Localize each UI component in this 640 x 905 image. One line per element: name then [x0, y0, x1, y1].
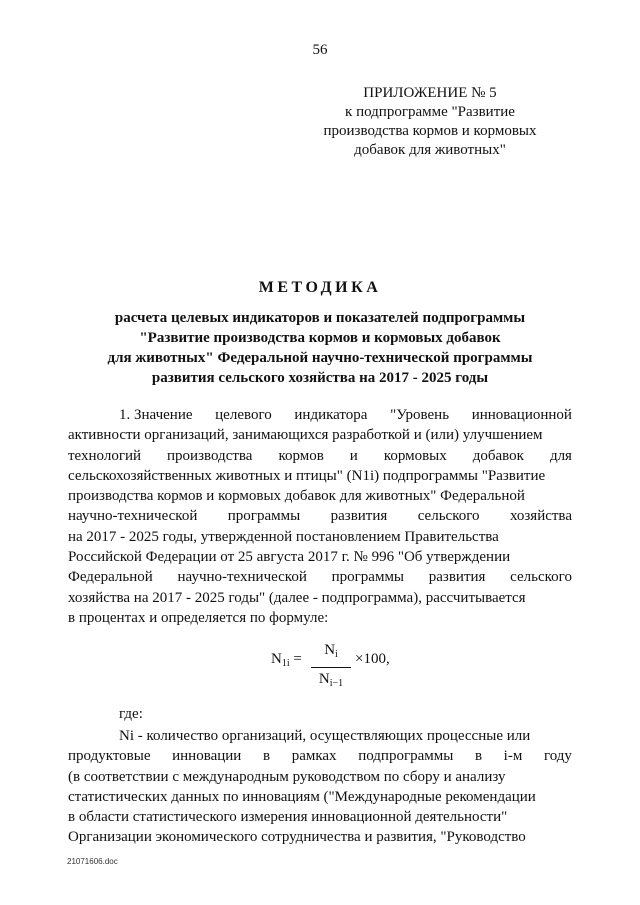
appendix-line: добавок для животных" — [354, 142, 506, 158]
word: развития — [330, 508, 388, 525]
word: производства — [167, 447, 253, 464]
word: Организации экономического сотрудничества и развития, "Руководство — [68, 829, 526, 846]
text-line — [68, 807, 572, 827]
word: i-м — [503, 748, 523, 765]
document-title: МЕТОДИКА — [258, 279, 382, 296]
text-line — [68, 746, 572, 766]
text-line — [68, 787, 572, 807]
appendix-header — [310, 84, 550, 160]
word: статистических данных по инновациям ("Международные рекомендации — [68, 788, 536, 805]
text-line — [68, 405, 572, 425]
text-line — [68, 506, 572, 526]
text-line — [68, 827, 572, 847]
word: целевого — [215, 407, 272, 423]
subtitle-line: "Развитие производства кормов и кормовых добавок — [139, 330, 501, 346]
text-line — [68, 425, 572, 445]
word: сельского — [510, 569, 572, 586]
word: программы — [331, 569, 405, 586]
text-line — [68, 527, 572, 547]
word: активности организаций, занимающихся разработкой и (или) улучшением — [68, 427, 543, 444]
word: индикатора — [294, 407, 368, 423]
word: в области статистического измерения инновационной деятельности" — [68, 809, 508, 826]
word: кормов — [278, 447, 324, 464]
word: в — [474, 748, 483, 765]
text-line — [68, 567, 572, 587]
formula-multiplier: ×100, — [355, 651, 390, 667]
formula-lhs: $N_{1i}$ = — [271, 651, 302, 669]
formula-denominator: $N_{i-1}$ — [318, 671, 344, 689]
formula-numerator: $N_i$ — [324, 642, 338, 660]
word: в процентах и определяется по формуле: — [68, 609, 329, 626]
text-line — [68, 486, 572, 506]
word: хозяйства — [509, 508, 572, 525]
word: сельскохозяйственных животных и птицы" (N1i) подпрограммы "Развитие — [68, 467, 546, 484]
word: кормовых — [383, 447, 447, 464]
word: Ni - количество организаций, осуществляющих процессные или — [119, 728, 531, 744]
word: подпрограммы — [358, 748, 454, 765]
text-line — [68, 547, 572, 567]
appendix-line: производства кормов и кормовых — [323, 123, 537, 139]
paragraph-1 — [68, 405, 572, 628]
document-subtitle — [60, 308, 580, 388]
text-line — [68, 446, 572, 466]
file-name-footer: 21071606.doc — [67, 857, 118, 866]
subtitle-line: расчета целевых индикаторов и показателей подпрограммы — [114, 310, 526, 326]
word: научно-технической — [68, 508, 198, 525]
word: инновации — [172, 748, 242, 765]
word: рамках — [291, 748, 337, 765]
word: сельского — [417, 508, 480, 525]
formula-fraction — [311, 641, 351, 693]
word: Федеральной — [68, 569, 153, 586]
appendix-line: ПРИЛОЖЕНИЕ № 5 — [363, 85, 497, 101]
fraction-bar — [311, 667, 351, 668]
word: добавок — [472, 447, 524, 464]
word: 1. Значение — [119, 407, 193, 423]
word: продуктовые — [68, 748, 151, 765]
text-line — [68, 608, 572, 628]
word: "Уровень — [390, 407, 450, 423]
word: и — [349, 447, 358, 464]
word: году — [543, 748, 572, 765]
text-line — [68, 726, 572, 746]
formula — [271, 641, 390, 689]
word: программы — [227, 508, 301, 525]
page-number: 56 — [312, 42, 328, 58]
word: на 2017 - 2025 годы, утвержденной постановлением Правительства — [68, 528, 499, 545]
word: (в соответствии с международным руководством по сбору и анализу — [68, 768, 506, 785]
word: технологий — [68, 447, 142, 464]
text-line — [68, 767, 572, 787]
text-line — [68, 466, 572, 486]
word: Российской Федерации от 25 августа 2017 г. № 996 "Об утверждении — [68, 549, 511, 566]
word: развития — [428, 569, 486, 586]
subtitle-line: развития сельского хозяйства на 2017 - 2025 годы — [151, 370, 489, 386]
word: в — [262, 748, 271, 765]
word: для — [549, 447, 572, 464]
text-line — [68, 588, 572, 608]
subtitle-line: для животных" Федеральной научно-технической программы — [107, 350, 533, 366]
word: инновационной — [471, 407, 572, 423]
appendix-line: к подпрограмме "Развитие — [345, 104, 515, 120]
word: научно-технической — [177, 569, 307, 586]
paragraph-2 — [68, 726, 572, 848]
where-label: где: — [119, 706, 143, 722]
word: хозяйства на 2017 - 2025 годы" (далее - подпрограмма), рассчитывается — [68, 589, 526, 606]
word: производства кормов и кормовых добавок для животных" Федеральной — [68, 488, 525, 505]
